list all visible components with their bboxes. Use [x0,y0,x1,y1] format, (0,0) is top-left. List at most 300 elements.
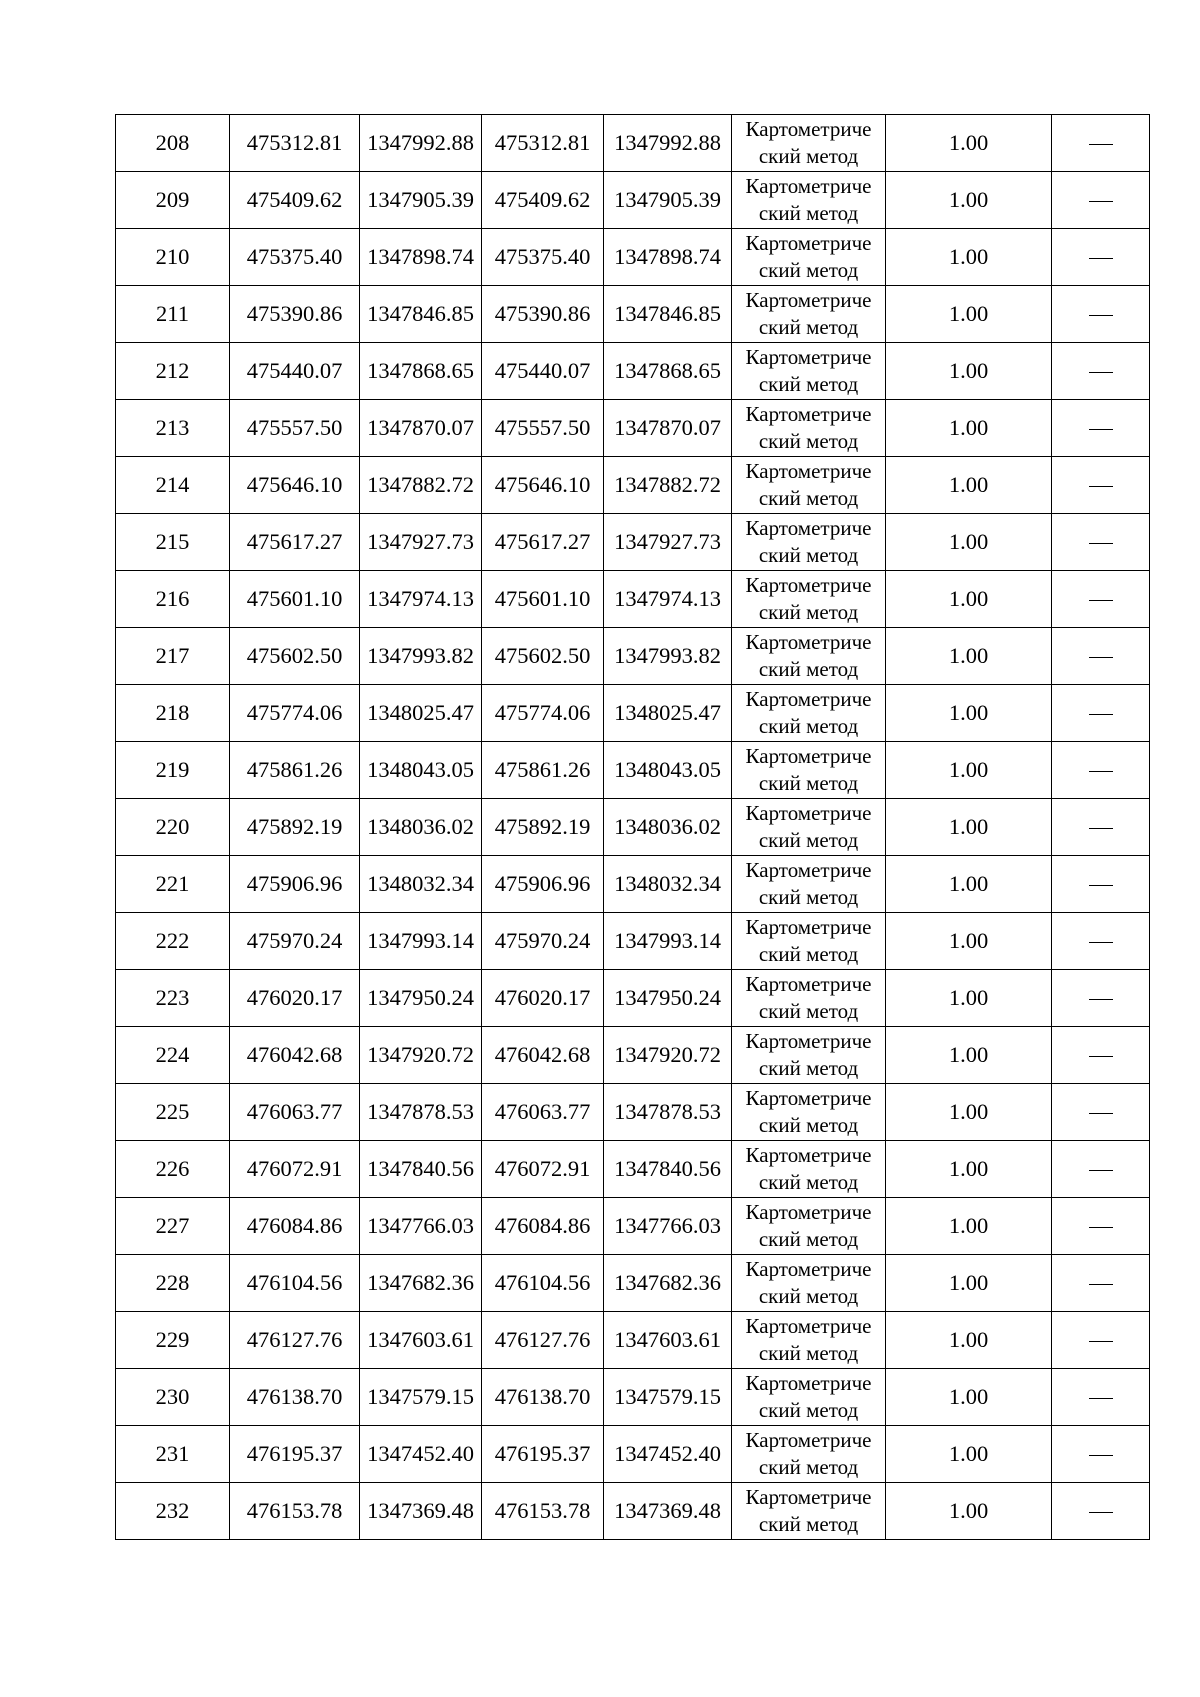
refined-x-cell: 475970.24 [482,913,604,970]
refined-x-cell: 476042.68 [482,1027,604,1084]
note-text [1113,1156,1114,1157]
table-row [116,286,1150,343]
table-row [116,1483,1150,1540]
existing-y-cell: 1347878.53 [360,1084,482,1141]
refined-y-cell: 1348036.02 [604,799,732,856]
dash-mark [1089,1113,1113,1114]
dash-mark [1089,429,1113,430]
note-text [1113,928,1114,929]
existing-y-cell: 1347868.65 [360,343,482,400]
point-number-cell: 215 [116,514,230,571]
method-line-2: ский метод [758,258,859,282]
existing-y-cell: 1347927.73 [360,514,482,571]
table-row [116,1141,1150,1198]
method-line-1: Картометриче [745,1143,872,1167]
note-cell [1052,115,1150,172]
method-cell [732,970,886,1027]
dash-mark [1089,1056,1113,1057]
existing-y-cell: 1347898.74 [360,229,482,286]
note-text [1113,643,1114,644]
table-row [116,1084,1150,1141]
method-cell [732,856,886,913]
dash-mark [1089,1284,1113,1285]
table-row [116,1198,1150,1255]
refined-y-cell: 1347905.39 [604,172,732,229]
method-cell [732,1312,886,1369]
point-number-cell: 226 [116,1141,230,1198]
table-row [116,628,1150,685]
method-cell [732,286,886,343]
note-cell [1052,343,1150,400]
note-cell [1052,913,1150,970]
method-cell [732,457,886,514]
note-cell [1052,1198,1150,1255]
refined-x-cell: 476072.91 [482,1141,604,1198]
point-number-cell: 231 [116,1426,230,1483]
note-text [1113,1384,1114,1385]
existing-y-cell: 1347992.88 [360,115,482,172]
point-number-cell: 224 [116,1027,230,1084]
point-number-cell: 217 [116,628,230,685]
accuracy-cell: 1.00 [886,400,1052,457]
table-row [116,229,1150,286]
method-cell [732,799,886,856]
refined-x-cell: 476063.77 [482,1084,604,1141]
accuracy-cell: 1.00 [886,685,1052,742]
note-cell [1052,1312,1150,1369]
accuracy-cell: 1.00 [886,571,1052,628]
method-cell [732,1369,886,1426]
note-cell [1052,742,1150,799]
refined-y-cell: 1348043.05 [604,742,732,799]
refined-y-cell: 1347682.36 [604,1255,732,1312]
dash-mark [1089,315,1113,316]
existing-x-cell: 476127.76 [230,1312,360,1369]
accuracy-cell: 1.00 [886,172,1052,229]
dash-mark [1089,1227,1113,1228]
existing-x-cell: 476138.70 [230,1369,360,1426]
method-cell [732,115,886,172]
table-row [116,799,1150,856]
note-cell [1052,514,1150,571]
dash-mark [1089,1455,1113,1456]
refined-x-cell: 476195.37 [482,1426,604,1483]
existing-y-cell: 1347840.56 [360,1141,482,1198]
dash-mark [1089,942,1113,943]
note-cell [1052,799,1150,856]
note-cell [1052,970,1150,1027]
existing-x-cell: 475861.26 [230,742,360,799]
dash-mark [1089,771,1113,772]
method-line-1: Картометриче [745,1200,872,1224]
method-line-1: Картометриче [745,1257,872,1281]
method-cell [732,628,886,685]
existing-x-cell: 475557.50 [230,400,360,457]
dash-mark [1089,258,1113,259]
method-line-2: ский метод [758,1398,859,1422]
point-number-cell: 209 [116,172,230,229]
note-cell [1052,1426,1150,1483]
method-cell [732,1426,886,1483]
table-row [116,1369,1150,1426]
existing-x-cell: 475601.10 [230,571,360,628]
note-cell [1052,1483,1150,1540]
refined-y-cell: 1347993.82 [604,628,732,685]
method-line-1: Картометриче [745,858,872,882]
refined-x-cell: 476104.56 [482,1255,604,1312]
point-number-cell: 232 [116,1483,230,1540]
existing-x-cell: 475617.27 [230,514,360,571]
accuracy-cell: 1.00 [886,856,1052,913]
refined-y-cell: 1347452.40 [604,1426,732,1483]
accuracy-cell: 1.00 [886,514,1052,571]
refined-x-cell: 475557.50 [482,400,604,457]
note-text [1113,130,1114,131]
method-line-2: ский метод [758,942,859,966]
accuracy-cell: 1.00 [886,229,1052,286]
existing-y-cell: 1347682.36 [360,1255,482,1312]
existing-y-cell: 1347993.82 [360,628,482,685]
method-cell [732,400,886,457]
note-cell [1052,457,1150,514]
existing-y-cell: 1347905.39 [360,172,482,229]
accuracy-cell: 1.00 [886,1084,1052,1141]
refined-x-cell: 475409.62 [482,172,604,229]
table-row [116,457,1150,514]
table-row [116,172,1150,229]
method-line-2: ский метод [758,372,859,396]
method-line-1: Картометриче [745,1485,872,1509]
point-number-cell: 213 [116,400,230,457]
refined-y-cell: 1347766.03 [604,1198,732,1255]
table-row [116,856,1150,913]
existing-x-cell: 476072.91 [230,1141,360,1198]
dash-mark [1089,543,1113,544]
refined-y-cell: 1348025.47 [604,685,732,742]
dash-mark [1089,486,1113,487]
method-line-1: Картометриче [745,231,872,255]
point-number-cell: 210 [116,229,230,286]
method-cell [732,913,886,970]
note-text [1113,1213,1114,1214]
method-line-2: ский метод [758,144,859,168]
method-line-1: Картометриче [745,1314,872,1338]
refined-y-cell: 1347974.13 [604,571,732,628]
method-line-1: Картометриче [745,174,872,198]
note-cell [1052,400,1150,457]
existing-x-cell: 475602.50 [230,628,360,685]
existing-y-cell: 1347870.07 [360,400,482,457]
note-text [1113,871,1114,872]
point-number-cell: 228 [116,1255,230,1312]
existing-y-cell: 1347920.72 [360,1027,482,1084]
refined-y-cell: 1347369.48 [604,1483,732,1540]
table-row [116,1255,1150,1312]
method-line-2: ский метод [758,828,859,852]
accuracy-cell: 1.00 [886,286,1052,343]
point-number-cell: 216 [116,571,230,628]
table-row [116,571,1150,628]
note-text [1113,814,1114,815]
existing-y-cell: 1347882.72 [360,457,482,514]
refined-y-cell: 1347920.72 [604,1027,732,1084]
table-row [116,970,1150,1027]
point-number-cell: 229 [116,1312,230,1369]
point-number-cell: 227 [116,1198,230,1255]
note-cell [1052,1141,1150,1198]
method-line-1: Картометриче [745,1086,872,1110]
refined-x-cell: 476020.17 [482,970,604,1027]
method-line-1: Картометриче [745,1029,872,1053]
refined-y-cell: 1347927.73 [604,514,732,571]
refined-x-cell: 475602.50 [482,628,604,685]
method-line-1: Картометриче [745,573,872,597]
existing-x-cell: 475892.19 [230,799,360,856]
note-cell [1052,1255,1150,1312]
table-row [116,514,1150,571]
existing-x-cell: 476063.77 [230,1084,360,1141]
dash-mark [1089,144,1113,145]
dash-mark [1089,1341,1113,1342]
method-line-2: ский метод [758,1284,859,1308]
refined-x-cell: 476153.78 [482,1483,604,1540]
point-number-cell: 208 [116,115,230,172]
existing-x-cell: 475906.96 [230,856,360,913]
method-cell [732,1084,886,1141]
note-cell [1052,172,1150,229]
existing-x-cell: 475409.62 [230,172,360,229]
existing-x-cell: 476104.56 [230,1255,360,1312]
point-number-cell: 211 [116,286,230,343]
existing-x-cell: 476020.17 [230,970,360,1027]
dash-mark [1089,600,1113,601]
note-cell [1052,229,1150,286]
accuracy-cell: 1.00 [886,799,1052,856]
existing-y-cell: 1348043.05 [360,742,482,799]
existing-y-cell: 1347603.61 [360,1312,482,1369]
existing-y-cell: 1347846.85 [360,286,482,343]
existing-x-cell: 475312.81 [230,115,360,172]
note-text [1113,472,1114,473]
dash-mark [1089,828,1113,829]
note-text [1113,1099,1114,1100]
refined-x-cell: 475440.07 [482,343,604,400]
point-number-cell: 212 [116,343,230,400]
method-line-2: ский метод [758,486,859,510]
method-line-2: ский метод [758,771,859,795]
note-cell [1052,685,1150,742]
note-text [1113,529,1114,530]
refined-y-cell: 1348032.34 [604,856,732,913]
refined-y-cell: 1347868.65 [604,343,732,400]
method-cell [732,1255,886,1312]
refined-x-cell: 476084.86 [482,1198,604,1255]
refined-x-cell: 475892.19 [482,799,604,856]
existing-x-cell: 476042.68 [230,1027,360,1084]
note-cell [1052,1084,1150,1141]
table-row [116,1312,1150,1369]
accuracy-cell: 1.00 [886,970,1052,1027]
dash-mark [1089,657,1113,658]
method-line-2: ский метод [758,429,859,453]
accuracy-cell: 1.00 [886,1027,1052,1084]
method-cell [732,172,886,229]
coordinates-table [115,114,1150,1540]
method-line-1: Картометриче [745,972,872,996]
accuracy-cell: 1.00 [886,1198,1052,1255]
existing-y-cell: 1347579.15 [360,1369,482,1426]
point-number-cell: 220 [116,799,230,856]
refined-x-cell: 476127.76 [482,1312,604,1369]
method-line-2: ский метод [758,1227,859,1251]
accuracy-cell: 1.00 [886,1141,1052,1198]
refined-y-cell: 1347950.24 [604,970,732,1027]
existing-y-cell: 1347766.03 [360,1198,482,1255]
refined-x-cell: 475774.06 [482,685,604,742]
dash-mark [1089,999,1113,1000]
dash-mark [1089,372,1113,373]
method-line-2: ский метод [758,543,859,567]
note-cell [1052,856,1150,913]
note-cell [1052,286,1150,343]
refined-y-cell: 1347898.74 [604,229,732,286]
method-line-2: ский метод [758,714,859,738]
refined-y-cell: 1347992.88 [604,115,732,172]
accuracy-cell: 1.00 [886,1312,1052,1369]
note-text [1113,1270,1114,1271]
accuracy-cell: 1.00 [886,115,1052,172]
accuracy-cell: 1.00 [886,742,1052,799]
note-text [1113,586,1114,587]
method-cell [732,1483,886,1540]
method-cell [732,685,886,742]
refined-y-cell: 1347603.61 [604,1312,732,1369]
note-text [1113,700,1114,701]
note-cell [1052,571,1150,628]
method-line-2: ский метод [758,657,859,681]
point-number-cell: 221 [116,856,230,913]
method-line-1: Картометриче [745,402,872,426]
accuracy-cell: 1.00 [886,457,1052,514]
method-line-2: ский метод [758,1113,859,1137]
table-row [116,1027,1150,1084]
refined-x-cell: 475390.86 [482,286,604,343]
table-row [116,1426,1150,1483]
point-number-cell: 223 [116,970,230,1027]
note-cell [1052,1369,1150,1426]
method-line-1: Картометриче [745,117,872,141]
note-text [1113,244,1114,245]
refined-x-cell: 475646.10 [482,457,604,514]
table-row [116,115,1150,172]
point-number-cell: 230 [116,1369,230,1426]
note-text [1113,415,1114,416]
refined-y-cell: 1347878.53 [604,1084,732,1141]
dash-mark [1089,1170,1113,1171]
refined-y-cell: 1347840.56 [604,1141,732,1198]
accuracy-cell: 1.00 [886,343,1052,400]
note-text [1113,985,1114,986]
point-number-cell: 214 [116,457,230,514]
refined-x-cell: 475312.81 [482,115,604,172]
refined-x-cell: 475906.96 [482,856,604,913]
method-line-2: ский метод [758,315,859,339]
existing-y-cell: 1348036.02 [360,799,482,856]
method-cell [732,1198,886,1255]
accuracy-cell: 1.00 [886,1369,1052,1426]
table-row [116,913,1150,970]
existing-x-cell: 475970.24 [230,913,360,970]
note-text [1113,187,1114,188]
refined-x-cell: 475375.40 [482,229,604,286]
note-cell [1052,628,1150,685]
refined-x-cell: 475601.10 [482,571,604,628]
refined-x-cell: 475861.26 [482,742,604,799]
accuracy-cell: 1.00 [886,1255,1052,1312]
refined-x-cell: 475617.27 [482,514,604,571]
existing-y-cell: 1347950.24 [360,970,482,1027]
method-line-2: ский метод [758,201,859,225]
existing-y-cell: 1347974.13 [360,571,482,628]
method-cell [732,343,886,400]
method-line-1: Картометриче [745,1371,872,1395]
existing-x-cell: 475375.40 [230,229,360,286]
dash-mark [1089,1398,1113,1399]
method-line-2: ский метод [758,1455,859,1479]
method-cell [732,571,886,628]
existing-y-cell: 1347452.40 [360,1426,482,1483]
point-number-cell: 225 [116,1084,230,1141]
method-line-2: ский метод [758,999,859,1023]
method-cell [732,229,886,286]
table-row [116,400,1150,457]
refined-y-cell: 1347870.07 [604,400,732,457]
refined-y-cell: 1347579.15 [604,1369,732,1426]
dash-mark [1089,201,1113,202]
refined-y-cell: 1347882.72 [604,457,732,514]
refined-x-cell: 476138.70 [482,1369,604,1426]
method-line-1: Картометриче [745,687,872,711]
method-line-1: Картометриче [745,915,872,939]
existing-x-cell: 476195.37 [230,1426,360,1483]
existing-y-cell: 1347993.14 [360,913,482,970]
note-text [1113,301,1114,302]
refined-y-cell: 1347846.85 [604,286,732,343]
method-line-2: ский метод [758,1341,859,1365]
refined-y-cell: 1347993.14 [604,913,732,970]
method-line-1: Картометриче [745,288,872,312]
note-text [1113,757,1114,758]
method-line-2: ский метод [758,600,859,624]
method-cell [732,742,886,799]
method-line-2: ский метод [758,885,859,909]
note-text [1113,1441,1114,1442]
method-line-2: ский метод [758,1056,859,1080]
existing-y-cell: 1348025.47 [360,685,482,742]
dash-mark [1089,885,1113,886]
note-cell [1052,1027,1150,1084]
existing-y-cell: 1347369.48 [360,1483,482,1540]
method-line-2: ский метод [758,1170,859,1194]
accuracy-cell: 1.00 [886,913,1052,970]
method-line-1: Картометриче [745,630,872,654]
existing-x-cell: 476153.78 [230,1483,360,1540]
accuracy-cell: 1.00 [886,1483,1052,1540]
existing-x-cell: 475390.86 [230,286,360,343]
dash-mark [1089,1512,1113,1513]
existing-x-cell: 475774.06 [230,685,360,742]
method-cell [732,1141,886,1198]
